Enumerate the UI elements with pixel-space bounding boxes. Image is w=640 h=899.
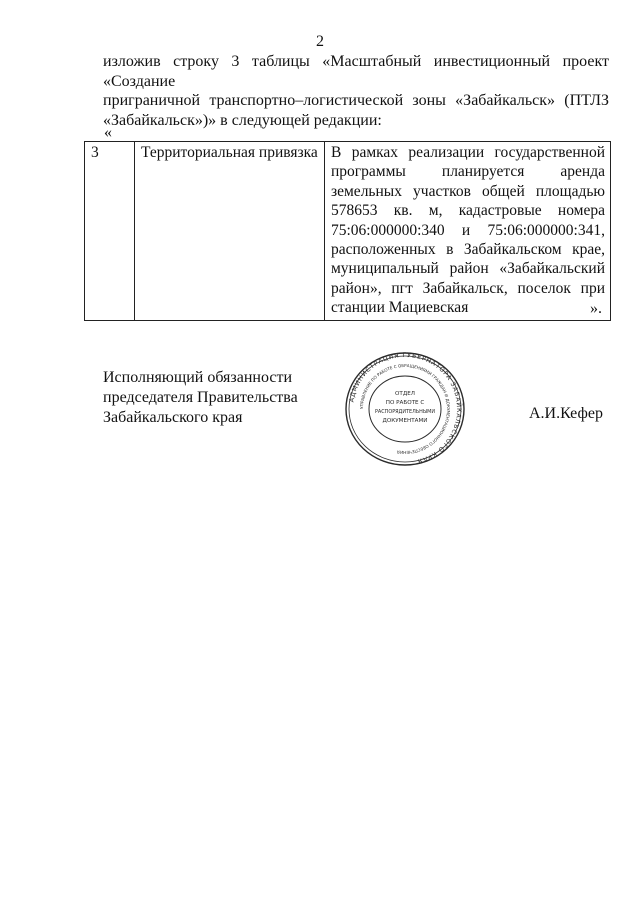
signer-position-line-2: председателя Правительства xyxy=(103,389,298,406)
page-number: 2 xyxy=(316,33,324,50)
signer-position-line-3: Забайкальского края xyxy=(103,409,243,426)
description-line: В рамках реализации государственной xyxy=(331,144,605,161)
stamp-center-line-3: РАСПОРЯДИТЕЛЬНЫМИ xyxy=(374,409,436,415)
stamp-center-line-2: ПО РАБОТЕ С xyxy=(385,400,425,406)
description-line: муниципальный район «Забайкальский xyxy=(331,260,605,278)
intro-paragraph xyxy=(103,52,609,130)
intro-line-3: «Забайкальск»)» в следующей редакции: xyxy=(103,111,382,129)
closing-quote: ». xyxy=(590,300,602,317)
signer-position xyxy=(103,368,298,428)
row-name-cell: Территориальная привязка xyxy=(135,142,325,321)
row-number-cell: 3 xyxy=(85,142,135,321)
signer-position-line-1: Исполняющий обязанности xyxy=(103,369,293,386)
description-line: 75:06:000000:340 и 75:06:000000:341, xyxy=(331,221,605,239)
official-stamp xyxy=(343,351,467,467)
opening-quote: « xyxy=(104,124,112,141)
amendment-table xyxy=(84,141,611,321)
signer-name: А.И.Кефер xyxy=(529,405,603,422)
description-line: 578653 кв. м, кадастровые номера xyxy=(331,202,605,220)
stamp-center-line-1: ОТДЕЛ xyxy=(395,391,415,397)
table-row xyxy=(85,142,611,321)
stamp-outer-text: АДМИНИСТРАЦИЯ ГУБЕРНАТОРА ЗАБАЙКАЛЬСКОГО КРАЯ xyxy=(348,351,463,465)
stamp-inner-text: УПРАВЛЕНИЕ ПО РАБОТЕ С ОБРАЩЕНИЯМИ ГРАЖДАН И ДОКУМЕНТАЦИОННОГО ОБЕСПЕЧЕНИЯ xyxy=(358,362,452,456)
intro-line-2: приграничной транспортно–логистической зоны «Забайкальск» (ПТЛЗ xyxy=(103,92,609,109)
stamp-center-line-4: ДОКУМЕНТАМИ xyxy=(382,418,428,424)
description-line: программы планируется аренда xyxy=(331,163,605,181)
intro-line-1: изложив строку 3 таблицы «Масштабный инвестиционный проект «Создание xyxy=(103,53,609,90)
stamp-seal-icon xyxy=(343,351,467,467)
description-line: расположенных в Забайкальском крае, xyxy=(331,241,605,259)
row-description-cell xyxy=(325,142,611,321)
description-line: станции Мациевская xyxy=(331,299,469,317)
description-line: район», пгт Забайкальск, поселок при xyxy=(331,279,605,297)
description-line: земельных участков общей площадью xyxy=(331,182,605,200)
